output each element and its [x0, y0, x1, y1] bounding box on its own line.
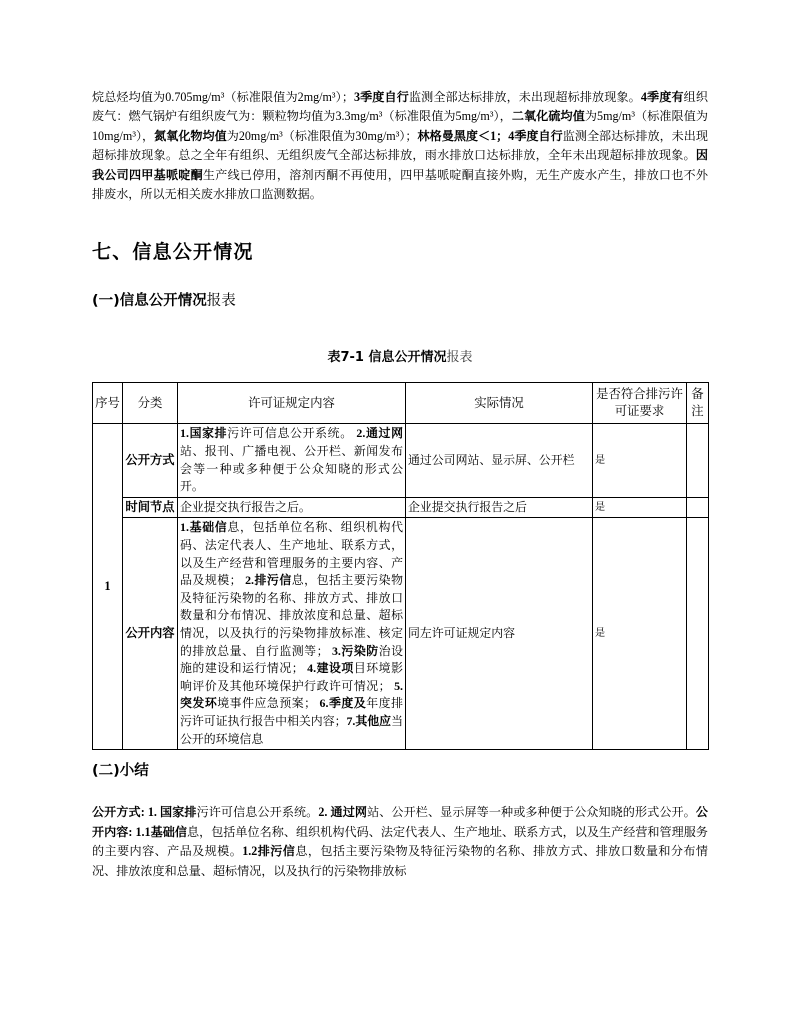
cell-conform: 是	[593, 424, 687, 497]
table-caption-light: 报表	[446, 350, 473, 366]
text-run: 生产线已停用，溶剂丙酮不再使用，四甲基哌啶酮直接外购，无生产废水产生，排放口也不外排废水，所以无相关废水排放口监测数据。	[92, 167, 708, 202]
column-header-note: 备注	[687, 383, 709, 424]
section-heading: 七、信息公开情况	[92, 241, 254, 264]
table-row	[93, 424, 709, 497]
text-run: 1.基础信	[180, 520, 228, 535]
text-run: 4季度有	[640, 90, 684, 104]
text-run: 1. 国家排	[147, 805, 197, 820]
column-header-category: 分类	[123, 383, 178, 424]
cell-note	[687, 518, 709, 750]
text-run: ³（标准限值为2mg/m³）；	[220, 90, 354, 104]
text-run: 6.季度及	[319, 696, 367, 711]
text-run: 氮氧化物均值	[154, 128, 227, 143]
cell-actual: 通过公司网站、显示屏、公开栏	[406, 424, 593, 497]
table-row	[93, 518, 709, 750]
subsection-heading	[92, 290, 708, 312]
text-run: 为20mg/m³（标准限值为30mg/m³）；	[226, 128, 418, 143]
text-run: 2.通过网	[356, 426, 403, 441]
column-header-seq: 序号	[93, 383, 123, 424]
cell-category: 公开方式	[123, 424, 178, 497]
text-run: 2.排污信	[245, 573, 292, 588]
text-run: 公开方式:	[92, 805, 145, 820]
summary-heading-strong: (二)小结	[92, 763, 149, 780]
text-run: 林格曼黑度＜1；4季度自行	[417, 128, 563, 143]
cell-category: 时间节点	[123, 497, 178, 518]
column-header-actual: 实际情况	[406, 383, 593, 424]
text-run: 二氧化硫均值	[511, 109, 585, 124]
subsection-heading-light: 报表	[206, 293, 236, 310]
text-run: 监测全部达标排放，未出现超标排放现象。	[408, 90, 641, 104]
text-run: 公开内容:	[92, 805, 708, 839]
cell-requirement: 1.基础信息，包括单位名称、组织机构代码、法定代表人、生产地址、联系方式，以及生产经营和管理服务的主要内容、产品及规模； 2.排污信息，包括主要污染物及特征污染物的名称、排放方式、排放口数量和分布情况、排放浓度和总量、超标情况，以及执行的污染物排放标准、核定的排放总量、自行监测等； 3.污染防治设施的建设和运行情况； 4.建设项目环境影响评价及其他环境保护行政许可情况； 5.突发环境事件应急预案； 6.季度及年度排污许可证执行报告中相关内容；7.其他应当公开的环境信息	[178, 518, 406, 750]
cell-conform: 是	[593, 497, 687, 518]
text-run: 4.建设项	[307, 661, 354, 676]
text-run: 1.国家排	[180, 426, 228, 441]
table-caption	[92, 348, 708, 368]
text-run: 组织废气：燃气锅炉有组织废气为：颗粒物均值为3.3mg/m³（标准限值为5mg/m³），	[92, 90, 708, 124]
cell-note	[687, 424, 709, 497]
table-header-row	[93, 383, 709, 424]
text-run: 2. 通过网	[318, 805, 368, 820]
cell-note	[687, 497, 709, 518]
cell-seq: 1	[93, 424, 123, 750]
text-run: 7.其他应	[346, 713, 392, 728]
text-run: 监测全部达标排放，未出现超标排放现象。总之全年有组织、无组织废气全部达标排放，雨水排放口达标排放，全年未出现超标排放现象。	[92, 128, 708, 163]
cell-conform: 是	[593, 518, 687, 750]
text-run: 5.突发环	[180, 678, 403, 711]
table-caption-strong: 表7-1 信息公开情况	[327, 350, 447, 366]
text-run: 因我公司四甲基哌啶酮	[92, 148, 708, 182]
text-run: 3.污染防	[331, 643, 379, 658]
text-run: 烷总烃均值为0.705mg/m	[92, 90, 221, 104]
column-header-requirement: 许可证规定内容	[178, 383, 406, 424]
table-row	[93, 497, 709, 518]
cell-requirement: 1.国家排污许可信息公开系统。 2.通过网站、报刊、广播电视、公开栏、新闻发布会等一种或多种便于公众知晓的形式公开。	[178, 424, 406, 497]
column-header-conform: 是否符合排污许可证要求	[593, 383, 687, 424]
subsection-heading-strong: (一)信息公开情况	[92, 293, 207, 310]
text-run: 1.2排污信	[242, 844, 296, 859]
summary-heading	[92, 760, 708, 782]
text-run: 为5mg/m³（标准限值为10mg/m³），	[92, 109, 708, 143]
cell-category: 公开内容	[123, 518, 178, 750]
text-run: 1.1基础信	[135, 824, 187, 839]
intro-paragraph	[92, 88, 708, 204]
cell-requirement: 企业提交执行报告之后。	[178, 497, 406, 518]
cell-actual: 企业提交执行报告之后	[406, 497, 593, 518]
information-disclosure-table	[92, 382, 709, 750]
cell-actual: 同左许可证规定内容	[406, 518, 593, 750]
text-run: 3季度自行	[353, 90, 409, 104]
summary-paragraph: 公开方式: 1. 国家排污许可信息公开系统。2. 通过网站、公开栏、显示屏等一种或多种便于公众知晓的形式公开。公开内容: 1.1基础信息，包括单位名称、组织机构代码、法定代表人、生产地址、联系方式，以及生产经营和管理服务的主要内容、产品及规模。1.2排污信息，包括主要污染物及特征污染物的名称、排放方式、排放口数量和分布情况、排放浓度和总量、超标情况，以及执行的污染物排放标	[92, 805, 708, 878]
